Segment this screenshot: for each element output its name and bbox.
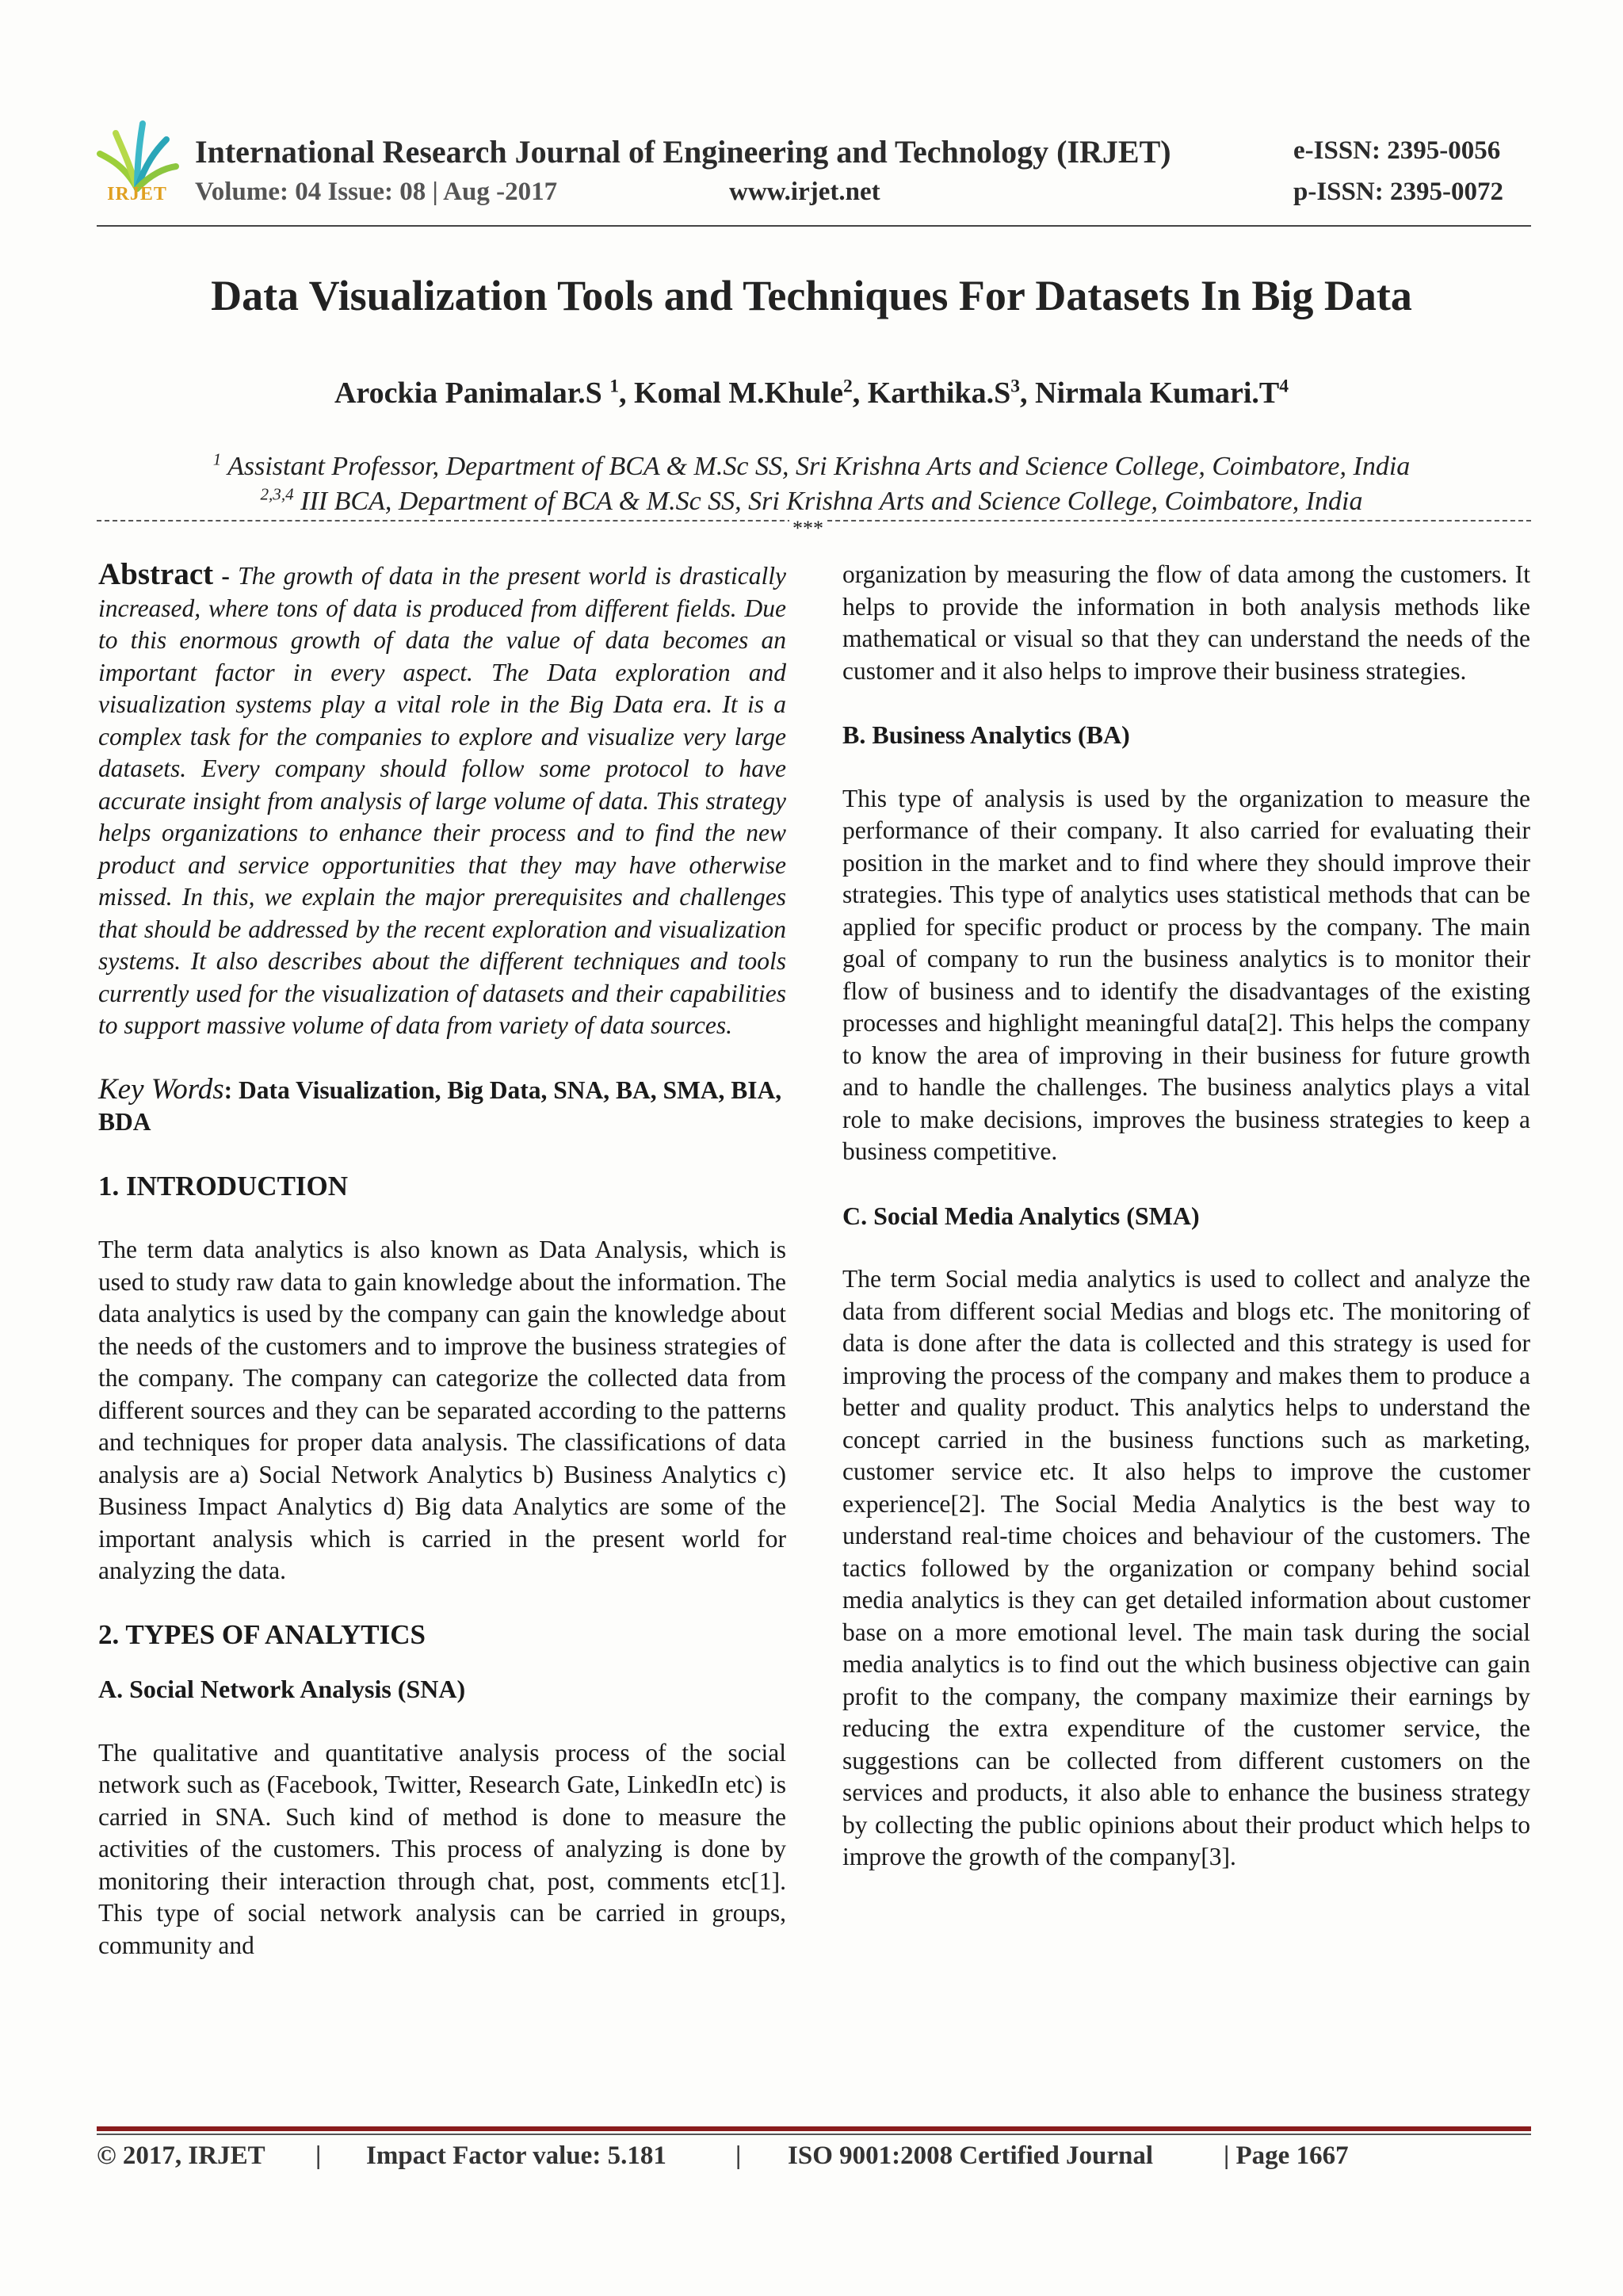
journal-title: International Research Journal of Engineering and Technology (IRJET) [195, 134, 1171, 170]
ba-paragraph: This type of analysis is used by the organization to measure the performance of their company. It also carried for evaluating their position in the market and to find where they should improve their strategies. This type of analytics uses statistical methods that can be applied for specific product or process by the company. The main goal of company to run the business analytics is to monitor their flow of business and to identify the disadvantages of the existing processes and highlight meaningful data[2]. This helps the company to know the area of improving in their business for future growth and to handle the challenges. The business analytics plays a vital role to make decisions, improves the business strategies to keep a business competitive. [842, 784, 1530, 1165]
sna-paragraph-continued: organization by measuring the flow of data among the customers. It helps to provide the information in both analysis methods like mathematical or visual so that they can understand the needs of the customer and it also helps to improve their business strategies. [842, 560, 1530, 685]
author-name: Nirmala Kumari.T [1035, 376, 1280, 410]
keywords [98, 1074, 786, 1139]
right-column [842, 559, 1530, 1874]
footer-iso: ISO 9001:2008 Certified Journal [788, 2141, 1154, 2170]
keywords-colon: : [223, 1075, 239, 1104]
sna-paragraph: The qualitative and quantitative analysis process of the social network such as (Facebook, Twitter, Research Gate, LinkedIn etc) is carried in SNA. Such kind of method is done to measure the activities of the customers. This process of analyzing is done by monitoring their interaction through chat, post, comments etc[1]. This type of social network analysis can be carried in groups, community and [98, 1738, 786, 1959]
footer-separator: | [315, 2141, 322, 2170]
volume-info: Volume: 04 Issue: 08 | Aug -2017 [195, 178, 558, 206]
abstract-paragraph [98, 559, 786, 1042]
ba-heading: B. Business Analytics (BA) [842, 720, 1130, 749]
logo-text: IRJET [107, 184, 167, 204]
eissn: e-ISSN: 2395-0056 [1293, 136, 1501, 165]
sna-heading: A. Social Network Analysis (SNA) [98, 1675, 466, 1703]
footer-rule-thick [97, 2126, 1531, 2131]
intro-heading: 1. INTRODUCTION [98, 1170, 349, 1201]
journal-website[interactable]: www.irjet.net [729, 178, 880, 206]
author-name: Komal M.Khule [634, 376, 843, 410]
intro-paragraph: The term data analytics is also known as Data Analysis, which is used to study raw data to gain knowledge about the information. The data analytics is used by the company can gain the knowledge about the needs of the customers and to improve the business strategies of the company. The company can categorize the collected data from different sources and they can be separated according to the patterns and techniques for proper data analysis. The classifications of data analysis are a) Social Network Analytics b) Business Analytics c) Business Impact Analytics d) Big data Analytics are some of the important analysis which is carried in the present world for analyzing the data. [98, 1236, 786, 1584]
author-sup: 1 [609, 376, 620, 397]
affiliation-sup: 1 [212, 449, 222, 469]
affiliation-text: III BCA, Department of BCA & M.Sc SS, Sri Krishna Arts and Science College, Coimbatore, India [300, 487, 1363, 516]
pissn: p-ISSN: 2395-0072 [1293, 178, 1503, 206]
irjet-logo [94, 119, 181, 212]
footer-impact-factor: Impact Factor value: 5.181 [366, 2141, 666, 2170]
paper-title: Data Visualization Tools and Techniques For Datasets In Big Data [211, 272, 1412, 319]
header-divider [97, 225, 1531, 227]
footer-rule-thin [97, 2134, 1531, 2135]
types-heading: 2. TYPES OF ANALYTICS [98, 1618, 426, 1650]
keywords-value: Data Visualization, Big Data, SNA, BA, SMA, BIA, BDA [98, 1075, 782, 1136]
sma-paragraph: The term Social media analytics is used to collect and analyze the data from different social Medias and blogs etc. The monitoring of data is done after the data is collected and this strategy is used for improving the process of the company and makes them to produce a better and quality product. This analytics helps to understand the concept carried in the business functions such as marketing, customer service etc. It also helps to improve the customer experience[2]. The Social Media Analytics is the best way to understand real-time choices and behaviour of the customers. The tactics followed by the organization or company behind social media analytics is they can get detailed information about customer base on a more emotional level. The main task during the social media analytics is to find out the which business objective can gain profit to the company, the company maximize their earnings by reducing the extra expenditure of the customer service, the suggestions can be collected from different customers on the services and products, it also able to enhance the business strategy by collecting the public opinions about their product which helps to improve the growth of the company[3]. [842, 1265, 1530, 1870]
footer-separator: | [735, 2141, 742, 2170]
author-list: Arockia Panimalar.S $^1$, Komal M.Khule$^2$, $Karthika.S^3$, Nirmala $Kumari.T^4$ [334, 376, 1289, 410]
author-sup: 3 [1010, 376, 1021, 397]
author-sup: 4 [1279, 376, 1289, 397]
author-name: Karthika.S [867, 376, 1011, 410]
abstract-dash: - [213, 562, 239, 590]
affiliation-1 [0, 449, 1623, 482]
section-separator-stars: *** [789, 517, 827, 541]
author-sup: 2 [842, 376, 853, 397]
footer-page-number: | Page 1667 [1224, 2141, 1349, 2170]
footer-copyright: © 2017, IRJET [97, 2141, 265, 2170]
author-name: Arockia Panimalar.S [334, 376, 602, 410]
abstract-text: The growth of data in the present world is drastically increased, where tons of data is produced from different fields. Due to this enormous growth of data the value of data becomes an important factor in every aspect. The Data exploration and visualization systems play a vital role in the Big Data era. It is a complex task for the companies to explore and visualize very large datasets. Every company should follow some protocol to have accurate insight from analysis of large volume of data. This strategy helps organizations to enhance their process and to find the new product and service opportunities that they may have otherwise missed. In this, we explain the major prerequisites and challenges that should be addressed by the recent exploration and visualization systems. It also describes about the different techniques and tools currently used for the visualization of datasets and their capabilities to support massive volume of data from variety of data sources. [98, 562, 786, 1039]
affiliation-text: Assistant Professor, Department of BCA & M.Sc SS, Sri Krishna Arts and Science College, Coimbatore, India [227, 452, 1411, 481]
left-column [98, 559, 786, 1962]
affiliation-2 [0, 484, 1623, 517]
affiliation-sup: 2,3,4 [260, 484, 294, 504]
sma-heading: C. Social Media Analytics (SMA) [842, 1201, 1200, 1230]
keywords-label: Key Words [98, 1072, 224, 1106]
abstract-label: Abstract [98, 557, 214, 591]
